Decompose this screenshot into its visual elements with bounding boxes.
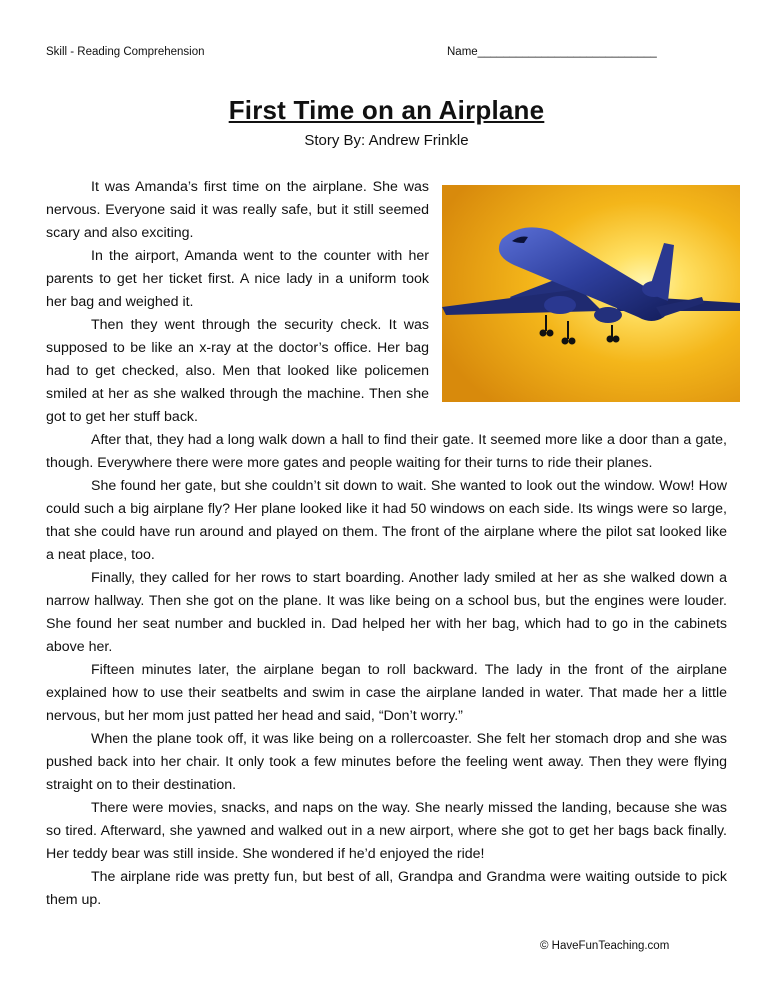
story-body — [46, 176, 727, 912]
story-paragraph: There were movies, snacks, and naps on the way. She nearly missed the landing, because she was so tired. Afterward, she yawned and walked out in a new airport, where she got to get her bags back finally. Her teddy bear was still inside. She wondered if he’d enjoyed the ride! — [46, 800, 727, 862]
story-paragraph: After that, they had a long walk down a hall to find their gate. It seemed more like a door than a gate, though. Everywhere there were more gates and people waiting for their turns to ride their planes. — [46, 432, 727, 471]
name-field-label: Name____________________________ — [447, 46, 657, 58]
story-paragraph: Fifteen minutes later, the airplane began to roll backward. The lady in the front of the airplane explained how to use their seatbelts and swim in case the airplane landed in water. That made her a little nervous, but her mom just patted her head and said, “Don’t worry.” — [46, 662, 727, 724]
story-paragraph: When the plane took off, it was like being on a rollercoaster. She felt her stomach drop and she was pushed back into her chair. It only took a few minutes before the feeling went away. Then they were flying straight on to their destination. — [46, 731, 727, 793]
story-paragraph: Finally, they called for her rows to start boarding. Another lady smiled at her as she walked down a narrow hallway. Then she got on the plane. It was like being on a school bus, but the engines were louder. She found her seat number and buckled in. Dad helped her with her bag, which had to go in the cabinets above her. — [46, 570, 727, 655]
skill-label: Skill - Reading Comprehension — [46, 46, 205, 58]
page-header — [46, 46, 727, 62]
story-title: First Time on an Airplane — [228, 95, 545, 125]
story-paragraph: It was Amanda’s first time on the airplane. She was nervous. Everyone said it was really safe, but it still seemed scary and also exciting. — [46, 179, 429, 241]
story-paragraph: She found her gate, but she couldn’t sit down to wait. She wanted to look out the window. Wow! How could such a big airplane fly? Her plane looked like it had 50 windows on each side. Its wings were so large, that she could have run around and played on them. The front of the airplane where the pilot sat looked like a neat place, too. — [46, 478, 727, 563]
story-paragraph: The airplane ride was pretty fun, but best of all, Grandpa and Grandma were waiting outside to pick them up. — [46, 869, 727, 908]
story-paragraph: Then they went through the security check. It was supposed to be like an x-ray at the doctor’s office. Her bag had to get checked, also. Men that looked like policemen smiled at her as she walked through the machine. Then she got to get her stuff back. — [46, 317, 429, 425]
story-paragraph: In the airport, Amanda went to the counter with her parents to get her ticket first. A nice lady in a uniform took her bag and weighed it. — [46, 248, 429, 310]
copyright-footer: © HaveFunTeaching.com — [540, 940, 670, 952]
airplane-photo — [442, 185, 740, 402]
story-byline: Story By: Andrew Frinkle — [304, 132, 469, 149]
